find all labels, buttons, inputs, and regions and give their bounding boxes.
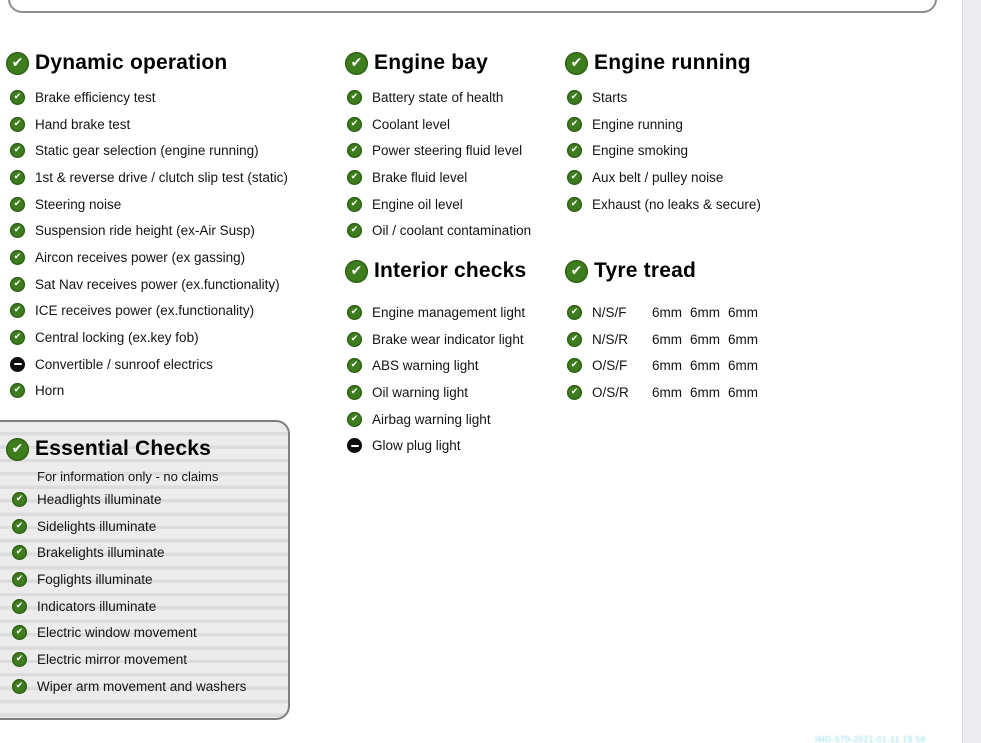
not-applicable-icon: [10, 357, 25, 372]
check-icon: [12, 679, 27, 694]
check-icon: [10, 277, 25, 292]
check-icon: [567, 197, 582, 212]
check-item-label: Steering noise: [35, 196, 122, 212]
check-item-label: Oil / coolant contamination: [372, 223, 532, 239]
check-icon: [567, 117, 582, 132]
tread-depth-value: 6mm: [728, 384, 758, 400]
section-dynamic-operation: [6, 48, 341, 404]
check-icon: [347, 332, 362, 347]
check-icon: [12, 519, 27, 534]
section-header: [6, 434, 288, 464]
check-item: [10, 164, 341, 191]
check-item: [10, 324, 341, 351]
check-item: [567, 84, 795, 111]
check-item: [10, 137, 341, 164]
check-item: [347, 191, 570, 218]
tread-depth-value: 6mm: [690, 304, 720, 320]
check-item: [347, 164, 570, 191]
check-icon: [6, 438, 29, 461]
check-item: [347, 137, 570, 164]
section-interior-checks: [345, 256, 570, 459]
tread-depth-value: 6mm: [690, 358, 720, 374]
tyre-position-label: N/S/R: [592, 331, 629, 347]
check-icon: [347, 90, 362, 105]
check-item-label: Power steering fluid level: [372, 143, 523, 159]
check-icon: [567, 332, 582, 347]
check-icon: [567, 385, 582, 400]
check-item: [10, 217, 341, 244]
check-item-label: Battery state of health: [372, 89, 504, 105]
check-icon: [345, 52, 368, 75]
tyre-position-label: O/S/F: [592, 358, 628, 374]
photo-timestamp-watermark: IMG-570-2021-01-11 19:58: [815, 735, 926, 743]
tread-depth-value: 6mm: [728, 331, 758, 347]
check-icon: [10, 303, 25, 318]
check-icon: [10, 197, 25, 212]
scrollbar-track[interactable]: [962, 0, 981, 743]
check-icon: [347, 197, 362, 212]
section-title: Dynamic operation: [35, 51, 228, 74]
check-item-label: Wiper arm movement and washers: [37, 678, 247, 694]
tread-depth-value: 6mm: [652, 358, 682, 374]
check-item: [347, 326, 570, 353]
check-item-label: Brake wear indicator light: [372, 331, 524, 347]
check-item-label: Glow plug light: [372, 438, 461, 454]
check-item-label: ICE receives power (ex.functionality): [35, 303, 255, 319]
check-item-label: Coolant level: [372, 116, 451, 132]
check-item-label: Indicators illuminate: [37, 598, 157, 614]
check-item: [10, 271, 341, 298]
tyre-position-label: N/S/F: [592, 304, 627, 320]
check-icon: [12, 625, 27, 640]
check-icon: [10, 143, 25, 158]
check-icon: [12, 572, 27, 587]
check-icon: [347, 305, 362, 320]
check-item: [347, 352, 570, 379]
check-icon: [12, 492, 27, 507]
check-icon: [567, 305, 582, 320]
essential-checks-note: For information only - no claims: [37, 468, 219, 484]
check-item-label: Sidelights illuminate: [37, 518, 157, 534]
tread-depth-value: 6mm: [652, 304, 682, 320]
check-item-label: Convertible / sunroof electrics: [35, 356, 213, 372]
previous-panel-bottom-edge: [8, 0, 937, 13]
check-item-label: Electric mirror movement: [37, 651, 188, 667]
check-item: [12, 646, 288, 673]
check-icon: [10, 330, 25, 345]
tyre-row: [567, 299, 795, 326]
check-item-label: Aux belt / pulley noise: [592, 169, 724, 185]
check-item: [10, 378, 341, 405]
section-title: Engine bay: [374, 51, 489, 74]
check-icon: [10, 117, 25, 132]
check-icon: [12, 652, 27, 667]
section-header: [6, 48, 341, 78]
section-engine-running: [565, 48, 795, 217]
check-item: [10, 111, 341, 138]
check-item: [567, 137, 795, 164]
check-item: [347, 432, 570, 459]
tread-depth-value: 6mm: [652, 331, 682, 347]
check-icon: [567, 90, 582, 105]
section-header: [565, 48, 795, 78]
check-icon: [10, 90, 25, 105]
check-item-label: Engine smoking: [592, 143, 689, 159]
check-item-label: Brake efficiency test: [35, 89, 156, 105]
check-item-label: Brake fluid level: [372, 169, 468, 185]
tread-depth-value: 6mm: [728, 358, 758, 374]
check-item-label: Sat Nav receives power (ex.functionality): [35, 276, 280, 292]
check-item: [10, 84, 341, 111]
check-icon: [12, 545, 27, 560]
check-item-label: Hand brake test: [35, 116, 131, 132]
not-applicable-icon: [347, 438, 362, 453]
check-icon: [10, 383, 25, 398]
check-item-label: Horn: [35, 383, 65, 399]
section-header: [345, 256, 570, 286]
tread-depth-value: 6mm: [728, 304, 758, 320]
check-icon: [347, 117, 362, 132]
section-header: [345, 48, 570, 78]
check-item: [347, 84, 570, 111]
check-icon: [347, 170, 362, 185]
check-item-label: Engine running: [592, 116, 683, 132]
check-icon: [10, 223, 25, 238]
check-item: [347, 299, 570, 326]
check-item-label: Headlights illuminate: [37, 491, 162, 507]
section-title: Engine running: [594, 51, 751, 74]
check-item: [347, 379, 570, 406]
tread-depth-value: 6mm: [690, 331, 720, 347]
tyre-row: [567, 352, 795, 379]
check-item-label: Engine management light: [372, 304, 526, 320]
check-item: [12, 566, 288, 593]
check-item: [12, 486, 288, 513]
checklist: [6, 84, 341, 404]
checklist: [565, 84, 795, 217]
check-icon: [6, 52, 29, 75]
section-header: [565, 256, 795, 286]
tread-depth-value: 6mm: [690, 384, 720, 400]
section-engine-bay: [345, 48, 570, 244]
tyre-measurements: [565, 299, 795, 406]
check-item: [10, 191, 341, 218]
essential-checks-panel: [0, 420, 290, 720]
check-item: [10, 298, 341, 325]
section-title: Interior checks: [374, 259, 527, 282]
check-item-label: Exhaust (no leaks & secure): [592, 196, 761, 212]
check-item-label: Foglights illuminate: [37, 571, 153, 587]
check-item: [12, 619, 288, 646]
check-item: [347, 111, 570, 138]
check-item-label: 1st & reverse drive / clutch slip test (static): [35, 169, 288, 185]
check-icon: [567, 170, 582, 185]
check-item: [12, 539, 288, 566]
check-item: [12, 593, 288, 620]
check-item: [567, 111, 795, 138]
checklist: [345, 84, 570, 244]
check-item-label: ABS warning light: [372, 358, 479, 374]
check-item: [12, 513, 288, 540]
check-item-label: Static gear selection (engine running): [35, 143, 259, 159]
check-item: [567, 164, 795, 191]
check-icon: [567, 143, 582, 158]
check-item: [10, 244, 341, 271]
checklist: [0, 486, 288, 700]
tyre-row: [567, 379, 795, 406]
check-icon: [347, 385, 362, 400]
checklist: [345, 299, 570, 459]
section-title: Essential Checks: [35, 437, 211, 460]
check-item-label: Oil warning light: [372, 384, 469, 400]
check-item: [567, 191, 795, 218]
check-item-label: Airbag warning light: [372, 411, 491, 427]
check-icon: [345, 260, 368, 283]
tread-depth-value: 6mm: [652, 384, 682, 400]
check-item-label: Central locking (ex.key fob): [35, 330, 199, 346]
check-icon: [347, 358, 362, 373]
check-icon: [12, 599, 27, 614]
check-icon: [10, 250, 25, 265]
check-item: [12, 673, 288, 700]
tyre-position-label: O/S/R: [592, 384, 629, 400]
check-icon: [565, 260, 588, 283]
check-icon: [347, 412, 362, 427]
section-tyre-tread: [565, 256, 795, 406]
check-item-label: Suspension ride height (ex-Air Susp): [35, 223, 255, 239]
check-item: [347, 217, 570, 244]
check-icon: [565, 52, 588, 75]
tyre-row: [567, 326, 795, 353]
check-icon: [10, 170, 25, 185]
check-item-label: Aircon receives power (ex gassing): [35, 249, 246, 265]
check-icon: [567, 358, 582, 373]
check-item-label: Engine oil level: [372, 196, 463, 212]
check-item-label: Starts: [592, 89, 628, 105]
check-item-label: Electric window movement: [37, 625, 197, 641]
section-title: Tyre tread: [594, 259, 696, 282]
check-item: [347, 406, 570, 433]
check-item-label: Brakelights illuminate: [37, 545, 165, 561]
check-item: [10, 351, 341, 378]
check-icon: [347, 143, 362, 158]
check-icon: [347, 223, 362, 238]
